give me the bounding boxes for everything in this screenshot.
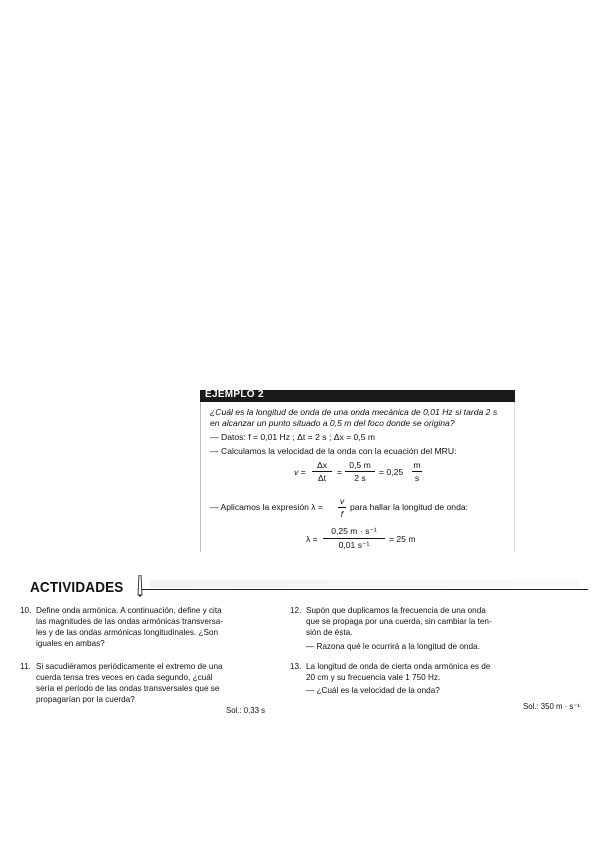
example-header (200, 390, 515, 402)
activity-line: las magnitudes de las ondas armónicas transversa- (36, 617, 224, 626)
velocity-fraction-delta-num: Δx (316, 460, 328, 470)
apply-fraction-num: v (339, 496, 345, 506)
velocity-fraction-unit-den: s (414, 473, 420, 483)
velocity-eq-2: = 0,25 (379, 467, 404, 477)
activity-11-solution: Sol.: 0,33 s (226, 706, 266, 715)
activity-item-12 (290, 605, 590, 651)
activity-text (36, 605, 223, 649)
example-datos: — Datos: f = 0,01 Hz ; Δt = 2 s ; Δx = 0,5 m (210, 432, 376, 442)
activity-line: cuerda tensa tres veces en cada segundo, ¿cuál (36, 673, 213, 682)
velocity-lhs: v = (294, 467, 306, 477)
activity-number: 12. (290, 606, 302, 615)
activities-rule (142, 589, 588, 590)
activity-line: — ¿Cuál es la velocidad de la onda? (306, 686, 440, 695)
velocity-fraction-delta (312, 460, 332, 483)
activity-line: Supón que duplicamos la frecuencia de una onda (306, 606, 486, 615)
activity-text (306, 661, 490, 696)
velocity-fraction-values (345, 460, 375, 483)
activity-line: Define onda armónica. A continuación, define y cita (36, 606, 222, 615)
activity-13-solution: Sol.: 350 m · s⁻¹ (523, 702, 580, 711)
apply-fraction (338, 496, 346, 519)
activity-line: que se propaga por una cuerda, sin cambiar la ten- (306, 617, 492, 626)
activity-line: 20 cm y su frecuencia vale 1 750 Hz. (306, 673, 441, 682)
activity-line: sión de ésta. (306, 628, 353, 637)
velocity-fraction-values-den: 2 s (354, 473, 366, 483)
activity-line: — Razona qué le ocurrirá a la longitud de onda. (306, 642, 480, 651)
lambda-lhs: λ = (306, 534, 318, 544)
activities-title: ACTIVIDADES (30, 579, 124, 596)
example-question-line-1: ¿Cuál es la longitud de onda de una onda mecánica de 0,01 Hz si tarda 2 s (210, 407, 498, 417)
example-left-border (200, 402, 201, 552)
example-box (200, 390, 515, 555)
activity-number: 10. (20, 606, 32, 615)
activity-text (306, 605, 492, 652)
activity-line: La longitud de onda de cierta onda armónica es de (306, 662, 491, 671)
activity-line: Si sacudiéramos periódicamente el extremo de una (36, 662, 223, 671)
activity-number: 13. (290, 662, 302, 671)
pencil-icon (136, 575, 144, 597)
velocity-fraction-unit-num: m (413, 460, 421, 470)
activity-line: propagarían por la cuerda? (36, 695, 135, 704)
activity-number: 11. (20, 662, 31, 671)
example-apply-right: para hallar la longitud de onda: (350, 502, 469, 512)
example-header-label: EJEMPLO 2 (205, 389, 264, 400)
activity-item-13 (290, 661, 590, 701)
apply-fraction-den: f (340, 509, 344, 519)
velocity-eq-1: = (337, 467, 343, 477)
example-question-line-2: en alcanzar un punto situado a 0,5 m del foco donde se origina? (210, 418, 455, 428)
activity-line: les y de las ondas armónicas longitudinales. ¿Son (36, 628, 219, 637)
example-apply-left: — Aplicamos la expresión λ = (210, 502, 323, 512)
lambda-fraction-num: 0,25 m · s⁻¹ (331, 526, 377, 536)
lambda-fraction-den: 0,01 s⁻¹ (338, 540, 370, 550)
activity-line: iguales en ambas? (36, 639, 105, 648)
velocity-fraction-delta-den: Δt (317, 473, 327, 483)
velocity-fraction-values-num: 0,5 m (349, 460, 371, 470)
activity-line: sería el período de las ondas transversales que se (36, 684, 220, 693)
activity-text (36, 661, 223, 705)
lambda-fraction (323, 526, 385, 551)
lambda-rhs: = 25 m (389, 534, 416, 544)
example-right-border (514, 402, 515, 552)
activities-header-shade (150, 580, 580, 588)
activity-item-10 (20, 605, 280, 651)
example-calc-step: — Calculamos la velocidad de la onda con la ecuación del MRU: (210, 446, 457, 456)
velocity-fraction-unit (412, 460, 422, 483)
